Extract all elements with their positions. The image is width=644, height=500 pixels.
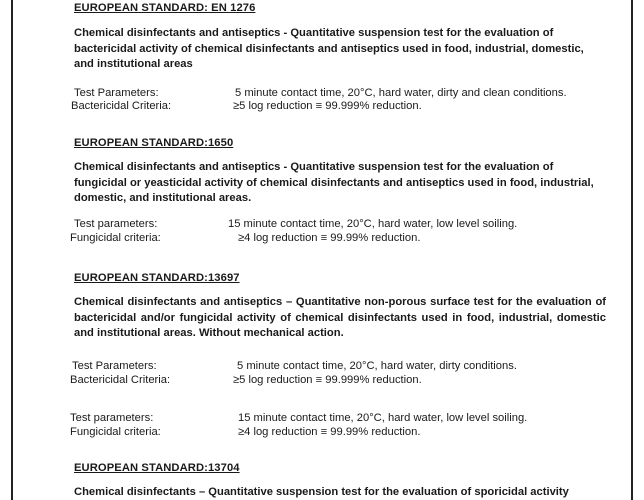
param-label: Test parameters: (74, 218, 158, 230)
section-description-en1276: Chemical disinfectants and antiseptics - Quantitative suspension test for the evaluation of bactericidal activity of chemical disinfectants and antiseptics used in food, industrial, domestic, and institutional areas (74, 27, 584, 70)
section-description-en13697: Chemical disinfectants and antiseptics – Quantitative non-porous surface test for the evaluation of bactericidal and/or fungicidal activity of chemical disinfectants used in food, industrial, domestic and institutional areas. Without mechanical action. (74, 296, 606, 339)
param-label: Test Parameters: (74, 87, 159, 99)
param-value: 5 minute contact time, 20°C, hard water, dirty conditions. (237, 360, 517, 372)
param-value: ≥4 log reduction ≡ 99.99% reduction. (238, 232, 421, 244)
param-value: ≥4 log reduction ≡ 99.99% reduction. (238, 426, 421, 438)
param-value: 15 minute contact time, 20°C, hard water, low level soiling. (228, 218, 518, 230)
section-heading-en1650: EUROPEAN STANDARD:1650 (74, 137, 234, 149)
param-label: Test Parameters: (72, 360, 157, 372)
param-label: Fungicidal criteria: (70, 232, 161, 244)
section-heading-en13697: EUROPEAN STANDARD:13697 (74, 272, 240, 284)
param-label: Test parameters: (70, 412, 154, 424)
param-label: Bactericidal Criteria: (70, 374, 171, 386)
param-value: 5 minute contact time, 20°C, hard water, dirty and clean conditions. (235, 87, 567, 99)
section-description-en13704: Chemical disinfectants – Quantitative suspension test for the evaluation of sporicidal activity (74, 486, 569, 498)
param-value: ≥5 log reduction ≡ 99.999% reduction. (233, 100, 422, 112)
param-label: Fungicidal criteria: (70, 426, 161, 438)
section-heading-en13704: EUROPEAN STANDARD:13704 (74, 462, 240, 474)
section-heading-en1276: EUROPEAN STANDARD: EN 1276 (74, 2, 256, 14)
page-border-right (631, 0, 633, 500)
param-label: Bactericidal Criteria: (71, 100, 172, 112)
page-border-left (11, 0, 13, 500)
param-value: 15 minute contact time, 20°C, hard water, low level soiling. (238, 412, 528, 424)
section-description-en1650: Chemical disinfectants and antiseptics - Quantitative suspension test for the evaluation of fungicidal or yeasticidal activity of chemical disinfectants and antiseptics used in food, industrial, domestic, and institutional areas. (74, 161, 594, 204)
param-value: ≥5 log reduction ≡ 99.999% reduction. (233, 374, 422, 386)
